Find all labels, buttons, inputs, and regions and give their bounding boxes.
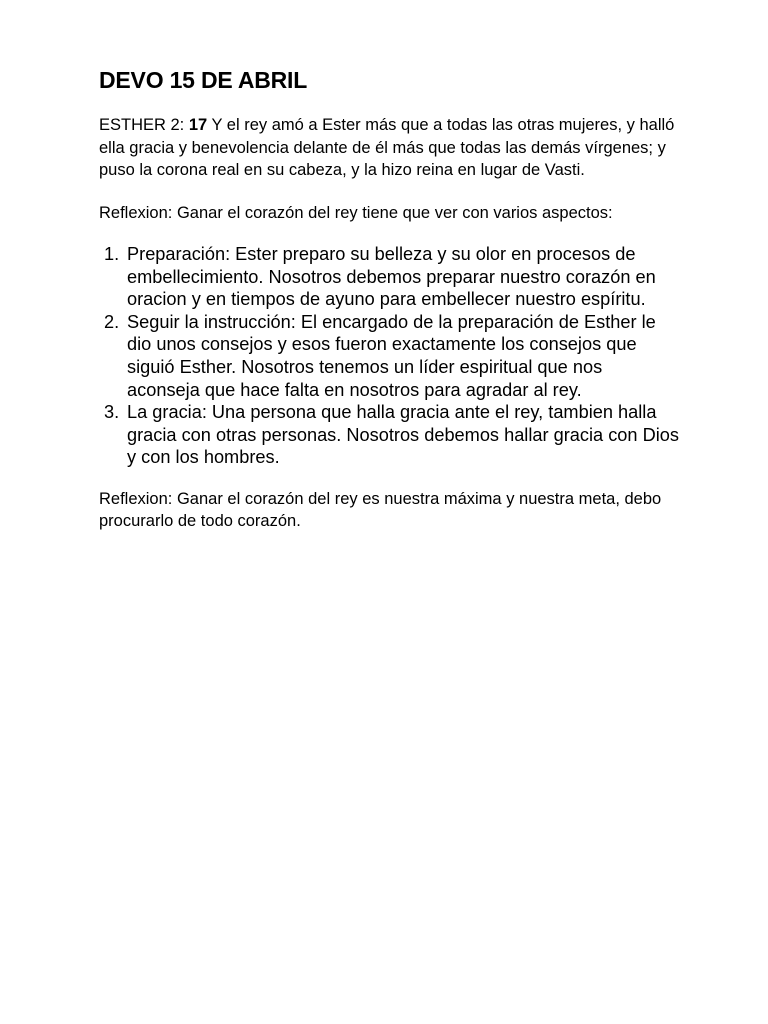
list-item-text: Seguir la instrucción: El encargado de la preparación de Esther le dio unos consejos y esos fueron exactamente los consejos que siguió Esther. Nosotros tenemos un líder espiritual que nos aconseja que hace falta en nosotros para agradar al rey. bbox=[127, 311, 656, 400]
aspects-list bbox=[99, 243, 679, 469]
list-item-number: 1. bbox=[104, 244, 120, 264]
list-item-number: 2. bbox=[104, 311, 120, 332]
verse-reference: ESTHER 2: bbox=[99, 116, 189, 134]
list-item-text: Preparación: Ester preparo su belleza y su olor en procesos de embellecimiento. Nosotros debemos preparar nuestro corazón en oracion y en tiempos de ayuno para embellecer nuestro espíritu. bbox=[127, 244, 656, 310]
reflection-final: Reflexion: Ganar el corazón del rey es nuestra máxima y nuestra meta, debo procurarlo de todo corazón. bbox=[99, 489, 662, 531]
document-title: DEVO 15 DE ABRIL bbox=[99, 67, 308, 93]
list-item bbox=[99, 401, 679, 469]
verse-text: Y el rey amó a Ester más que a todas las otras mujeres, y halló ella gracia y benevolencia delante de él más que todas las demás vírgenes; y puso la corona real en su cabeza, y la hizo reina en lugar de Vasti. bbox=[99, 116, 675, 179]
verse-number: 17 bbox=[188, 116, 208, 134]
reflection-intro: Reflexion: Ganar el corazón del rey tiene que ver con varios aspectos: bbox=[99, 203, 613, 222]
document-page bbox=[99, 60, 679, 533]
list-item bbox=[99, 311, 679, 401]
list-item-text: La gracia: Una persona que halla gracia ante el rey, tambien halla gracia con otras personas. Nosotros debemos hallar gracia con Dios y con los hombres. bbox=[127, 402, 679, 468]
list-item-number: 3. bbox=[104, 402, 120, 423]
verse-paragraph bbox=[99, 114, 679, 182]
list-item bbox=[99, 243, 679, 311]
